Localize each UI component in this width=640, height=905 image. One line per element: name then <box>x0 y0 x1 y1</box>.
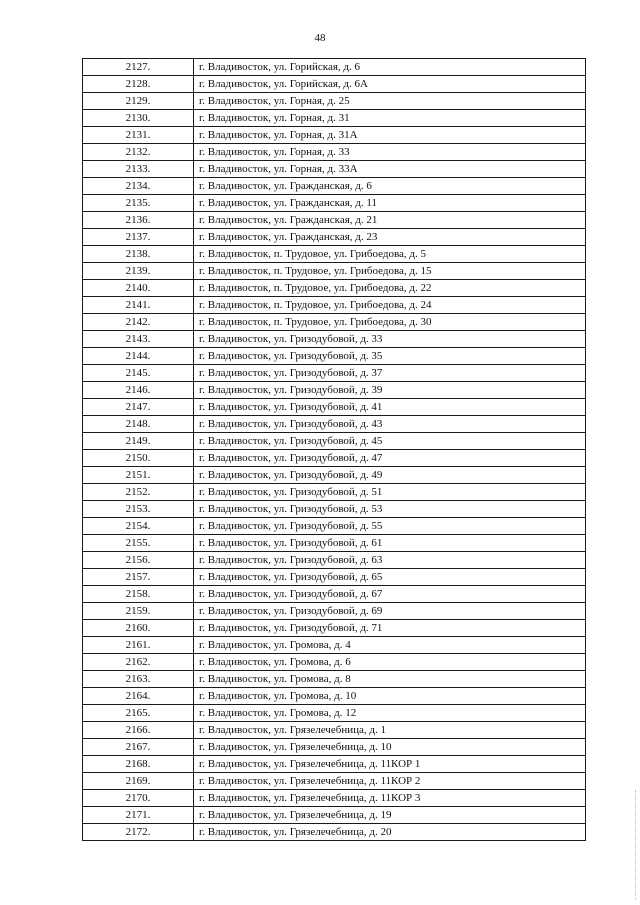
row-address: г. Владивосток, ул. Грязелечебница, д. 19 <box>194 807 586 824</box>
row-number: 2161. <box>83 637 194 654</box>
row-number: 2164. <box>83 688 194 705</box>
row-number: 2144. <box>83 348 194 365</box>
row-address: г. Владивосток, ул. Горийская, д. 6 <box>194 59 586 76</box>
address-table-body <box>83 59 586 841</box>
row-address: г. Владивосток, ул. Гризодубовой, д. 47 <box>194 450 586 467</box>
table-row <box>83 161 586 178</box>
row-address: г. Владивосток, ул. Гризодубовой, д. 41 <box>194 399 586 416</box>
row-number: 2153. <box>83 501 194 518</box>
row-address: г. Владивосток, ул. Гризодубовой, д. 43 <box>194 416 586 433</box>
row-address: г. Владивосток, п. Трудовое, ул. Грибоедова, д. 5 <box>194 246 586 263</box>
table-row <box>83 756 586 773</box>
row-number: 2163. <box>83 671 194 688</box>
table-row <box>83 552 586 569</box>
table-row <box>83 739 586 756</box>
table-row <box>83 637 586 654</box>
table-row <box>83 620 586 637</box>
table-row <box>83 467 586 484</box>
row-address: г. Владивосток, ул. Громова, д. 12 <box>194 705 586 722</box>
table-row <box>83 773 586 790</box>
row-address: г. Владивосток, ул. Грязелечебница, д. 11КОР 3 <box>194 790 586 807</box>
row-number: 2143. <box>83 331 194 348</box>
row-address: г. Владивосток, ул. Грязелечебница, д. 1 <box>194 722 586 739</box>
row-address: г. Владивосток, ул. Горная, д. 33А <box>194 161 586 178</box>
table-row <box>83 518 586 535</box>
table-row <box>83 212 586 229</box>
row-address: г. Владивосток, ул. Громова, д. 6 <box>194 654 586 671</box>
row-number: 2149. <box>83 433 194 450</box>
row-address: г. Владивосток, ул. Горная, д. 31 <box>194 110 586 127</box>
table-row <box>83 297 586 314</box>
row-number: 2157. <box>83 569 194 586</box>
row-number: 2130. <box>83 110 194 127</box>
row-address: г. Владивосток, ул. Горная, д. 31А <box>194 127 586 144</box>
table-row <box>83 93 586 110</box>
table-row <box>83 195 586 212</box>
row-address: г. Владивосток, ул. Горная, д. 33 <box>194 144 586 161</box>
row-address: г. Владивосток, ул. Гризодубовой, д. 63 <box>194 552 586 569</box>
row-number: 2167. <box>83 739 194 756</box>
row-address: г. Владивосток, ул. Гризодубовой, д. 35 <box>194 348 586 365</box>
table-row <box>83 688 586 705</box>
row-address: г. Владивосток, ул. Гражданская, д. 6 <box>194 178 586 195</box>
row-number: 2137. <box>83 229 194 246</box>
table-row <box>83 229 586 246</box>
row-number: 2138. <box>83 246 194 263</box>
row-address: г. Владивосток, ул. Гризодубовой, д. 49 <box>194 467 586 484</box>
table-row <box>83 144 586 161</box>
row-address: г. Владивосток, ул. Грязелечебница, д. 10 <box>194 739 586 756</box>
table-row <box>83 110 586 127</box>
row-number: 2135. <box>83 195 194 212</box>
row-address: г. Владивосток, ул. Громова, д. 4 <box>194 637 586 654</box>
row-address: г. Владивосток, ул. Гризодубовой, д. 55 <box>194 518 586 535</box>
row-number: 2127. <box>83 59 194 76</box>
row-address: г. Владивосток, ул. Гризодубовой, д. 37 <box>194 365 586 382</box>
row-address: г. Владивосток, п. Трудовое, ул. Грибоедова, д. 15 <box>194 263 586 280</box>
row-number: 2152. <box>83 484 194 501</box>
row-number: 2140. <box>83 280 194 297</box>
table-row <box>83 280 586 297</box>
row-number: 2151. <box>83 467 194 484</box>
row-address: г. Владивосток, ул. Грязелечебница, д. 11КОР 2 <box>194 773 586 790</box>
table-row <box>83 416 586 433</box>
table-row <box>83 127 586 144</box>
table-row <box>83 331 586 348</box>
row-number: 2158. <box>83 586 194 603</box>
address-table <box>82 58 586 841</box>
table-row <box>83 790 586 807</box>
table-row <box>83 246 586 263</box>
row-address: г. Владивосток, п. Трудовое, ул. Грибоедова, д. 22 <box>194 280 586 297</box>
table-row <box>83 603 586 620</box>
row-number: 2150. <box>83 450 194 467</box>
row-address: г. Владивосток, ул. Горная, д. 25 <box>194 93 586 110</box>
table-row <box>83 586 586 603</box>
row-number: 2154. <box>83 518 194 535</box>
row-address: г. Владивосток, ул. Гражданская, д. 23 <box>194 229 586 246</box>
row-number: 2172. <box>83 824 194 841</box>
row-number: 2148. <box>83 416 194 433</box>
row-address: г. Владивосток, ул. Гражданская, д. 21 <box>194 212 586 229</box>
row-address: г. Владивосток, п. Трудовое, ул. Грибоедова, д. 24 <box>194 297 586 314</box>
row-address: г. Владивосток, ул. Громова, д. 8 <box>194 671 586 688</box>
table-row <box>83 348 586 365</box>
row-number: 2166. <box>83 722 194 739</box>
table-row <box>83 382 586 399</box>
row-address: г. Владивосток, ул. Громова, д. 10 <box>194 688 586 705</box>
row-number: 2169. <box>83 773 194 790</box>
row-address: г. Владивосток, ул. Гризодубовой, д. 69 <box>194 603 586 620</box>
row-number: 2131. <box>83 127 194 144</box>
row-number: 2171. <box>83 807 194 824</box>
row-number: 2133. <box>83 161 194 178</box>
row-number: 2160. <box>83 620 194 637</box>
row-address: г. Владивосток, ул. Грязелечебница, д. 11КОР 1 <box>194 756 586 773</box>
row-number: 2165. <box>83 705 194 722</box>
row-number: 2141. <box>83 297 194 314</box>
row-number: 2132. <box>83 144 194 161</box>
row-number: 2136. <box>83 212 194 229</box>
row-address: г. Владивосток, ул. Гризодубовой, д. 71 <box>194 620 586 637</box>
row-number: 2145. <box>83 365 194 382</box>
row-address: г. Владивосток, ул. Гризодубовой, д. 65 <box>194 569 586 586</box>
table-row <box>83 824 586 841</box>
table-row <box>83 671 586 688</box>
table-row <box>83 722 586 739</box>
table-row <box>83 705 586 722</box>
row-address: г. Владивосток, ул. Гризодубовой, д. 67 <box>194 586 586 603</box>
row-number: 2156. <box>83 552 194 569</box>
table-row <box>83 365 586 382</box>
row-address: г. Владивосток, ул. Гризодубовой, д. 51 <box>194 484 586 501</box>
table-row <box>83 59 586 76</box>
row-address: г. Владивосток, ул. Гризодубовой, д. 33 <box>194 331 586 348</box>
table-row <box>83 314 586 331</box>
table-row <box>83 535 586 552</box>
table-row <box>83 399 586 416</box>
table-row <box>83 484 586 501</box>
table-row <box>83 569 586 586</box>
scan-edge-marks <box>633 790 636 900</box>
page-number: 48 <box>314 32 326 44</box>
row-address: г. Владивосток, ул. Гризодубовой, д. 45 <box>194 433 586 450</box>
table-row <box>83 76 586 93</box>
row-address: г. Владивосток, ул. Грязелечебница, д. 20 <box>194 824 586 841</box>
row-address: г. Владивосток, ул. Гражданская, д. 11 <box>194 195 586 212</box>
row-number: 2155. <box>83 535 194 552</box>
table-row <box>83 450 586 467</box>
row-number: 2162. <box>83 654 194 671</box>
row-number: 2128. <box>83 76 194 93</box>
table-row <box>83 433 586 450</box>
row-address: г. Владивосток, ул. Горийская, д. 6А <box>194 76 586 93</box>
row-number: 2142. <box>83 314 194 331</box>
row-number: 2139. <box>83 263 194 280</box>
row-number: 2168. <box>83 756 194 773</box>
table-row <box>83 263 586 280</box>
row-address: г. Владивосток, ул. Гризодубовой, д. 61 <box>194 535 586 552</box>
row-number: 2170. <box>83 790 194 807</box>
row-address: г. Владивосток, ул. Гризодубовой, д. 39 <box>194 382 586 399</box>
table-row <box>83 501 586 518</box>
row-number: 2146. <box>83 382 194 399</box>
row-address: г. Владивосток, ул. Гризодубовой, д. 53 <box>194 501 586 518</box>
table-row <box>83 807 586 824</box>
row-number: 2129. <box>83 93 194 110</box>
row-number: 2159. <box>83 603 194 620</box>
table-row <box>83 654 586 671</box>
row-number: 2134. <box>83 178 194 195</box>
table-row <box>83 178 586 195</box>
row-number: 2147. <box>83 399 194 416</box>
row-address: г. Владивосток, п. Трудовое, ул. Грибоедова, д. 30 <box>194 314 586 331</box>
